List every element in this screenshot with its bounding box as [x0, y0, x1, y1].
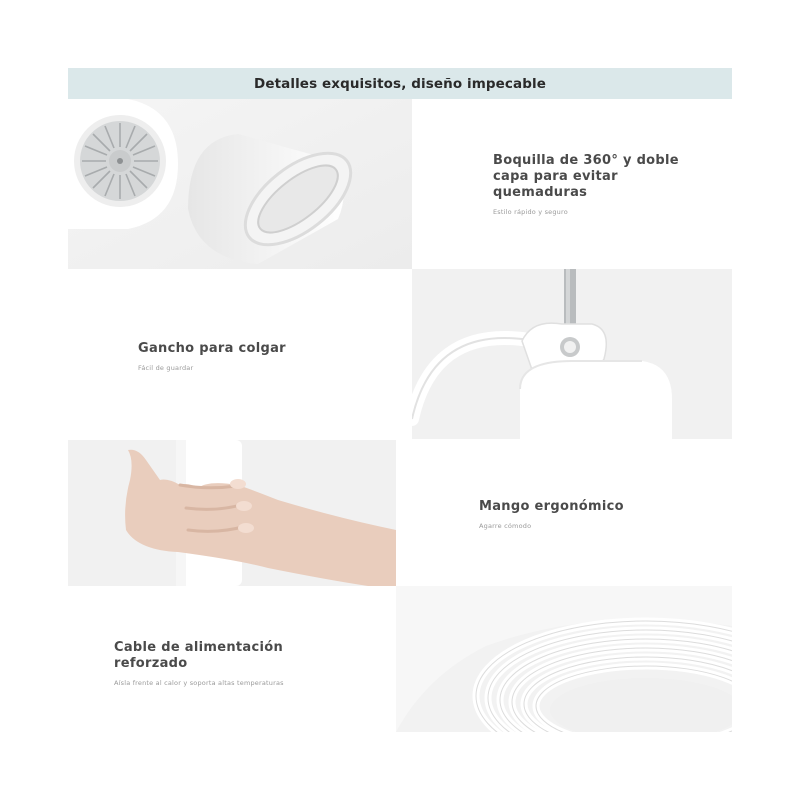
feature-title: Boquilla de 360° y doble capa para evitar quemaduras [493, 153, 679, 200]
handle-grip-image [68, 440, 396, 586]
banner-title: Detalles exquisitos, diseño impecable [254, 75, 546, 92]
feature-subtitle: Estilo rápido y seguro [493, 208, 568, 216]
nozzle-image [68, 99, 412, 269]
hanging-hook-image [412, 269, 732, 439]
feature-hook [138, 341, 358, 372]
feature-subtitle: Agarre cómodo [479, 522, 532, 530]
feature-subtitle: Aísla frente al calor y soporta altas temperaturas [114, 679, 284, 687]
feature-title: Gancho para colgar [138, 341, 286, 356]
coiled-cable-image [396, 586, 732, 732]
section-banner [68, 68, 732, 99]
feature-subtitle: Fácil de guardar [138, 364, 194, 372]
feature-cable [114, 640, 354, 687]
feature-title: Mango ergonómico [479, 499, 624, 514]
feature-nozzle [493, 153, 713, 216]
feature-handle [479, 499, 699, 530]
feature-title: Cable de alimentación reforzado [114, 640, 284, 671]
